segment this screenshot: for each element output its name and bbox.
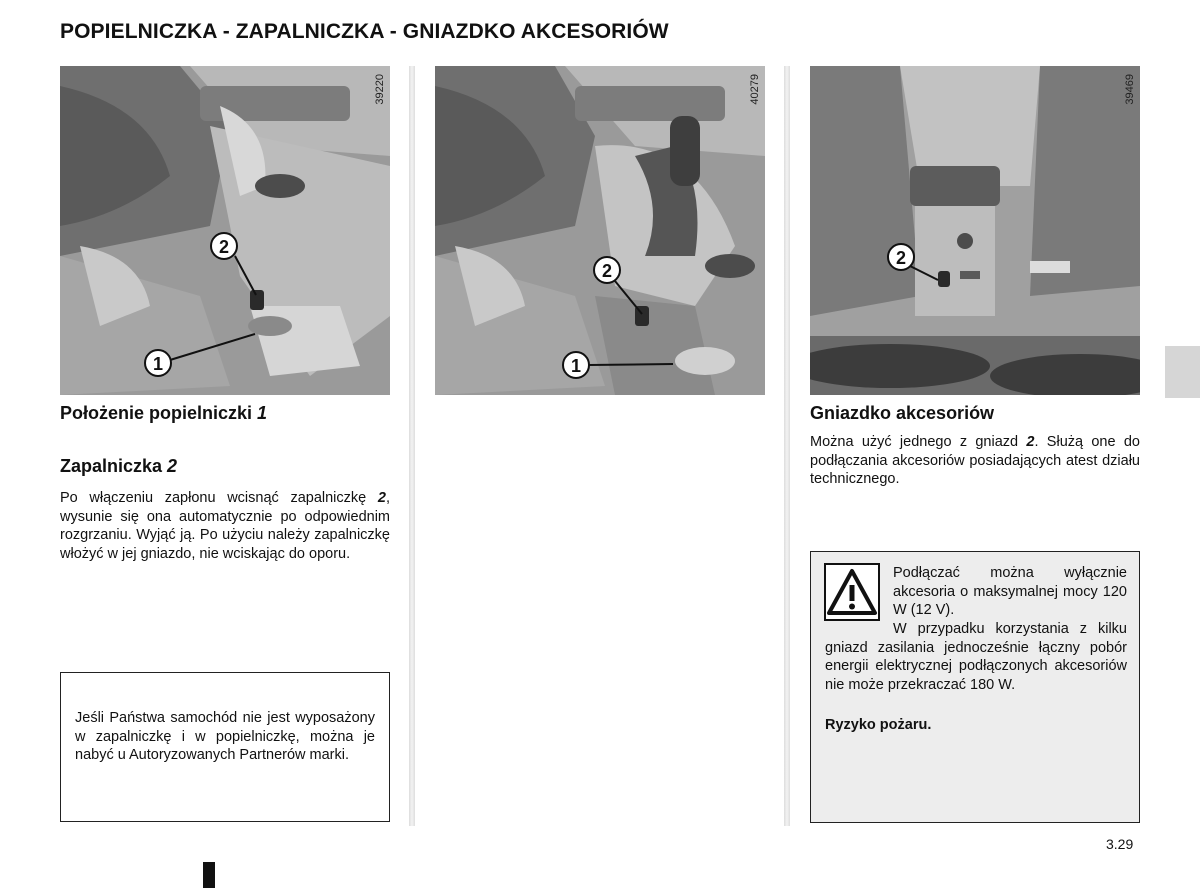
warning-fire-risk: Ryzyko pożaru.	[825, 717, 932, 733]
socket-description: Można użyć jednego z gniazd 2. Służą one do podłączania akcesoriów posiadających atest działu technicznego.	[810, 434, 1140, 487]
column-separator	[784, 66, 790, 826]
figure-number: 39469	[1124, 74, 1136, 105]
warning-triangle-icon	[824, 563, 880, 621]
figure-ashtray-lighter	[60, 66, 390, 395]
page-title: POPIELNICZKA - ZAPALNICZKA - GNIAZDKO AKCESORIÓW	[60, 20, 669, 43]
callout-2-label: 2	[218, 237, 230, 257]
chapter-tab	[1165, 346, 1200, 398]
warning-box	[810, 551, 1140, 823]
availability-note-box	[60, 672, 390, 822]
warning-text-1: Podłączać można wyłącznie akcesoria o maksymalnej mocy 120 W (12 V).	[893, 565, 1127, 618]
lighter-instructions: Po włączeniu zapłonu wcisnąć zapalniczkę 2, wysunie się ona automatycznie po odpowiednim rozgrzaniu. Wyjąć ją. Po użyciu należy zapalniczkę włożyć w jej gniazdo, nie wciskając do oporu.	[60, 490, 390, 562]
heading-cigarette-lighter: Zapalniczka 2	[60, 456, 178, 476]
page-number: 3.29	[1106, 836, 1134, 852]
figure-manual-gear-ashtray	[435, 66, 765, 395]
callout-2-label: 2	[601, 261, 613, 281]
callout-1-label: 1	[570, 356, 582, 376]
callout-2-label: 2	[895, 248, 907, 268]
crop-mark	[203, 862, 215, 888]
figure-accessory-socket	[810, 66, 1140, 395]
heading-ashtray-position: Położenie popielniczki 1	[60, 403, 268, 423]
heading-accessory-socket: Gniazdko akcesoriów	[810, 403, 995, 423]
figure-number: 39220	[374, 74, 386, 105]
figure-number: 40279	[749, 74, 761, 105]
availability-note-text: Jeśli Państwa samochód nie jest wyposażony w zapalniczkę i w popielniczkę, można je nabyć u Autoryzowanych Partnerów marki.	[75, 710, 375, 763]
callout-1-label: 1	[152, 354, 164, 374]
warning-text-2: W przypadku korzystania z kilku gniazd zasilania jednocześnie łączny pobór energii elektrycznej podłączonych akcesoriów nie może przekraczać 180 W.	[825, 621, 1127, 693]
column-separator	[409, 66, 415, 826]
